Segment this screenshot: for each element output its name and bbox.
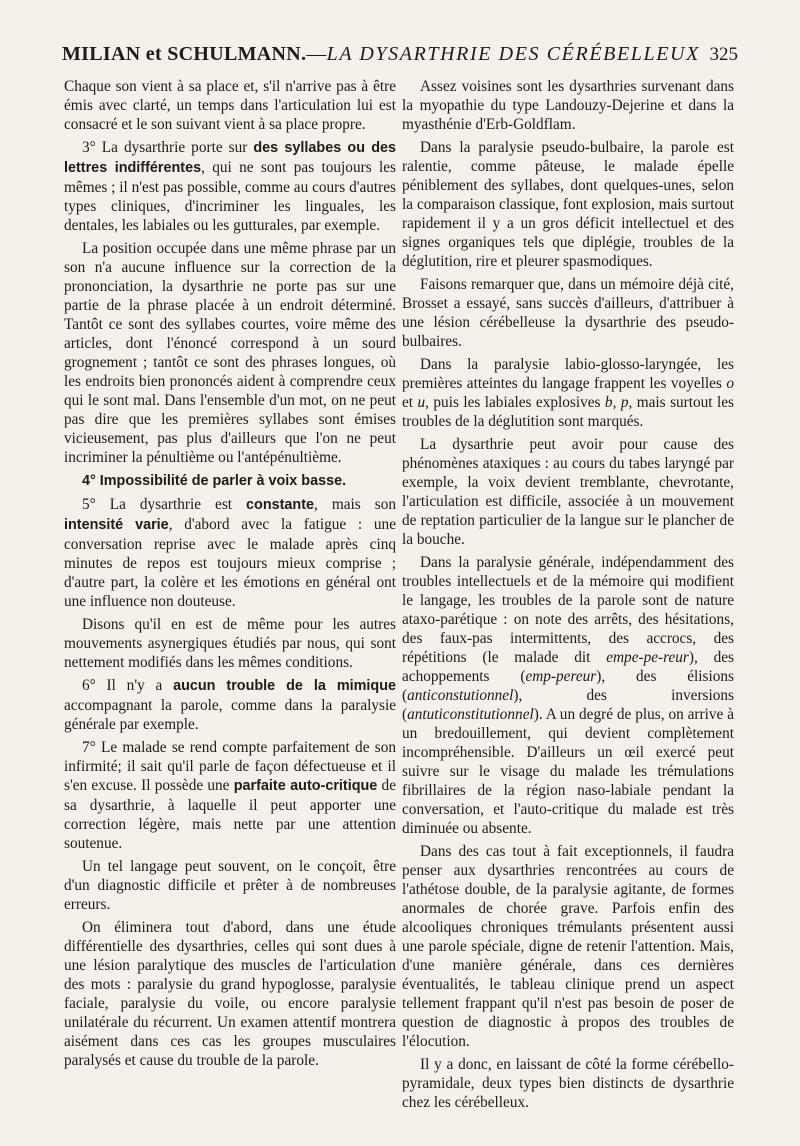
paragraph: Dans des cas tout à fait exceptionnels, il faudra penser aux dysarthries rencontrées au cours de l'athétose double, de la paralysie agitante, de formes anormales de chorée grave. Parfois enfin des alcooliques chroniques trémulants présentent aussi une parole spéciale, digne de retenir l'attention. Mais, d'une manière générale, dans ces dernières éventualités, le tableau clinique prend un aspect tellement frappant qu'il n'est pas besoin de poser de question de diagnostic à propos des troubles de l'élocution. [402,843,734,1050]
paragraph: La dysarthrie peut avoir pour cause des phénomènes ataxiques : au cours du tabes laryngé par exemple, la voix devient tremblante, chevrotante, l'articulation est difficile, associée à un mouvement de reptation particulier de la langue sur le plancher de la bouche. [402,436,734,548]
left-column [64,77,396,1074]
paragraph: Dans la paralysie générale, indépendamment des troubles intellectuels et de la mémoire qui modifient le langage, les troubles de la parole sont de nature ataxo-parétique : on note des arrêts, des hésitations, des faux-pas intermittents, des accrocs, des répétitions (le malade dit empe-pe-reur), des achoppements (emp-pereur), des élisions (anticonstutionnel), des inversions (antuticonstitutionnel). A un degré de plus, on arrive à un bredouillement, qui devient complètement incompréhensible. D'ailleurs un œil exercé peut suivre sur le visage du malade les trémulations fibrillaires de la région naso-labiale pendant la conversation, et l'auto-critique du malade est très diminuée ou absente. [402,554,735,837]
paragraph: 7° Le malade se rend compte parfaitement de son infirmité; il sait qu'il parle de façon défectueuse et il s'en excuse. Il possède une parfaite auto-critique de sa dysarthrie, à laquelle il peut apporter une correction légère, mais nette par une attention soutenue. [64,739,396,852]
paragraph: 5° La dysarthrie est constante, mais son intensité varie, d'abord avec la fatigue : une conversation reprise avec le malade après cinq minutes de repos est toujours mieux comprise ; d'autre part, la colère et les émotions en général ont une influence non douteuse. [64,496,396,610]
paragraph: 6° Il n'y a aucun trouble de la mimique accompagnant la parole, comme dans la paralysie générale par exemple. [64,677,397,733]
header-article-title: LA DYSARTHRIE DES CÉRÉBELLEUX [326,43,700,65]
paragraph: La position occupée dans une même phrase par un son n'a aucune influence sur la correction de la prononciation, la dysarthrie ne porte pas sur une partie de la phrase placée à un endroit déterminé. Tantôt ce sont des syllabes courtes, voire même des articles, dont l'énoncé correspond à un sourd grognement ; tantôt ce sont des phrases longues, où les endroits bien prononcés aident à comprendre ceux qui le sont mal. Dans l'ensemble d'un mot, on ne peut pas dire que les premières syllabes sont émises vicieusement, pas plus d'ailleurs que l'on ne peut incriminer la pénultième ou l'antépénultième. [64,240,396,466]
paragraph: Disons qu'il en est de même pour les autres mouvements asynergiques étudiés par nous, qui sont nettement modifiés dans les mêmes conditions. [64,616,396,671]
header-dash: — [306,43,327,65]
paragraph: Il y a donc, en laissant de côté la forme cérébello-pyramidale, deux types bien distincts de dysarthrie chez les cérébelleux. [402,1056,734,1111]
paragraph: Assez voisines sont les dysarthries survenant dans la myopathie du type Landouzy-Dejerine et dans la myasthénie d'Erb-Goldflam. [402,78,734,133]
running-header [62,40,738,68]
paragraph: Dans la paralysie pseudo-bulbaire, la parole est ralentie, comme pâteuse, le malade épelle péniblement des syllabes, dont quelques-unes, selon la comparaison classique, font explosion, mais surtout rapidement il y a un gros déficit intellectuel et des signes organiques tels que diplégie, troubles de la déglutition, rire et pleurer spasmodiques. [402,139,734,270]
header-title-line [62,40,700,68]
paragraph: Chaque son vient à sa place et, s'il n'arrive pas à être émis avec clarté, un temps dans l'articulation lui est consacré et le son suivant vient à sa place propre. [64,78,396,133]
paragraph: Dans la paralysie labio-glosso-laryngée, les premières atteintes du langage frappent les voyelles o et u, puis les labiales explosives b, p, mais surtout les troubles de la déglutition sont marqués. [402,356,734,430]
paragraph: On éliminera tout d'abord, dans une étude différentielle des dysarthries, celles qui sont dues à une lésion paralytique des muscles de l'articulation des mots : paralysie du grand hypoglosse, paralysie faciale, paralysie du voile, ou encore paralysie unilatérale du récurrent. Un examen attentif montrera aisément dans ces cas les groupes musculaires paralysés et cause du trouble de la parole. [64,919,396,1069]
paragraph: 3° La dysarthrie porte sur des syllabes ou des lettres indifférentes, qui ne sont pas toujours les mêmes ; il n'est pas possible, comme au cours d'autres types cliniques, d'incriminer les linguales, les dentales, les labiales ou les gutturales, par exemple. [64,139,397,234]
section-heading: 4° Impossibilité de parler à voix basse. [82,473,347,489]
paragraph: Faisons remarquer que, dans un mémoire déjà cité, Brosset a essayé, sans succès d'ailleurs, d'attribuer à une lésion cérébelleuse la dysarthrie des pseudo-bulbaires. [402,276,734,350]
page-number: 325 [709,44,738,65]
paragraph: Un tel langage peut souvent, on le conçoit, être d'un diagnostic difficile et prêter à de nombreuses erreurs. [64,858,396,913]
right-column [402,77,734,1116]
header-authors: MILIAN et SCHULMANN. [62,43,307,65]
